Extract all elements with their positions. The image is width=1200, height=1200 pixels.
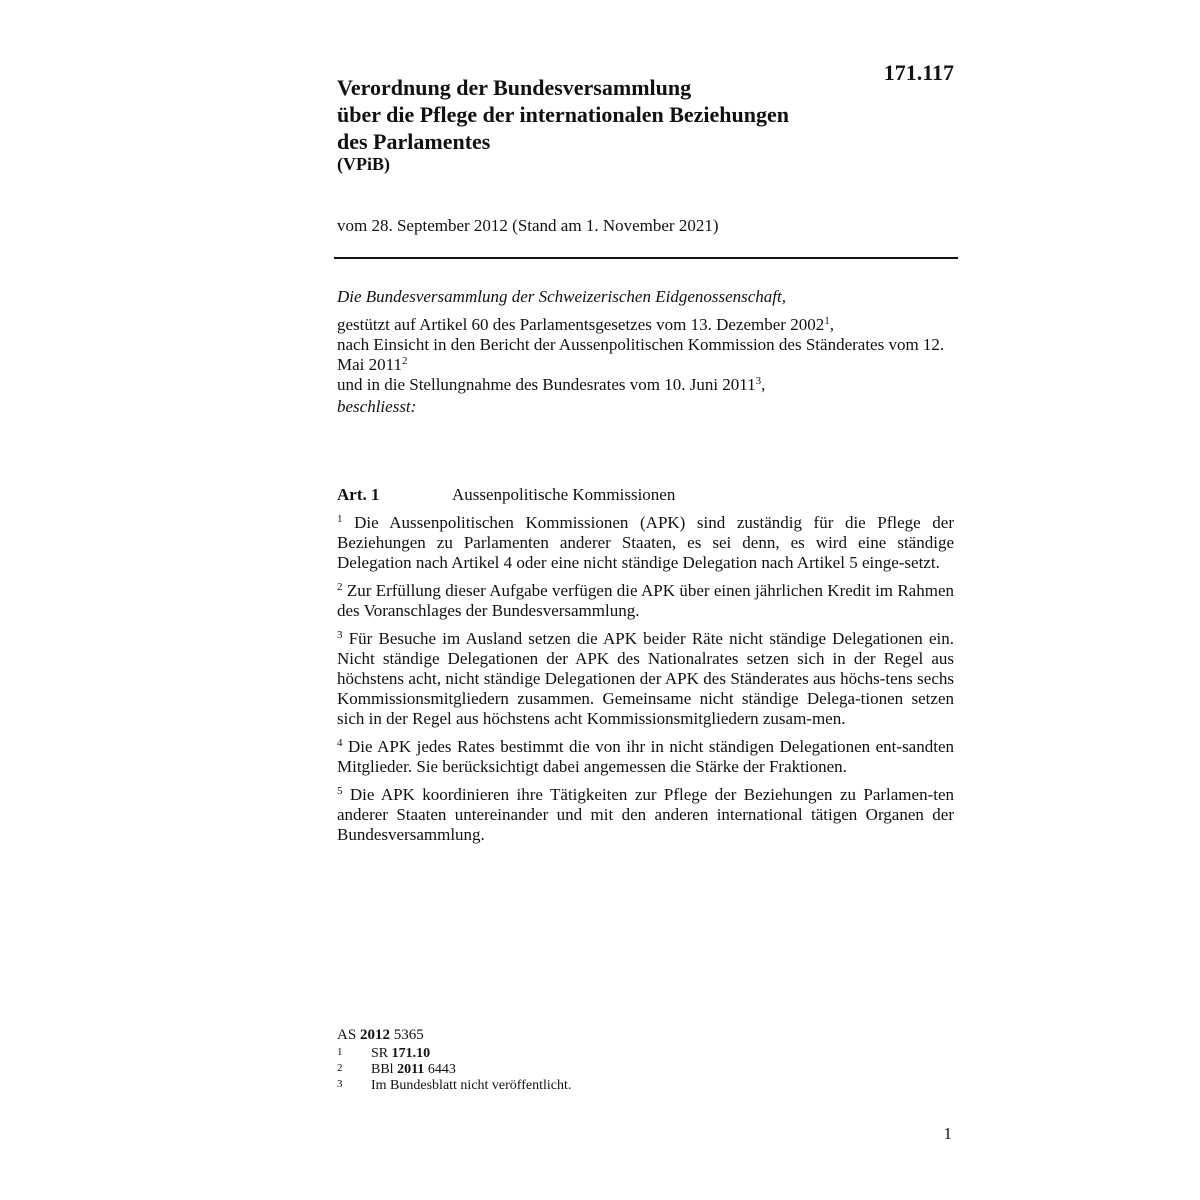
- footnote-text: [371, 1062, 456, 1078]
- paragraph-text: Die APK jedes Rates bestimmt die von ihr in nicht ständigen Delegationen ent-sandten Mitglieder. Sie berücksichtigt dabei angemessen die Stärke der Fraktionen.: [337, 737, 954, 776]
- paragraph-text: Die Aussenpolitischen Kommissionen (APK) sind zuständig für die Pflege der Beziehungen zu Parlamenten anderer Staaten, es sei denn, es wird eine ständige Delegation nach Artikel 4 oder eine nicht ständige Delegation nach Artikel 5 einge-setzt.: [337, 513, 954, 572]
- paragraph-number: 4: [337, 737, 343, 749]
- article-paragraph: [337, 737, 954, 777]
- paragraph-text: Für Besuche im Ausland setzen die APK beider Räte nicht ständige Delegationen ein. Nicht ständige Delegationen der APK des Nationalrates setzen sich in der Regel aus höchstens acht, nicht ständige Delegationen der APK des Ständerates aus höchs-tens sechs Kommissionsmitgliedern zusammen. Gemeinsame nicht ständige Delega-tionen setzen sich in der Regel aus höchstens acht Kommissionsmitgliedern zusam-men.: [337, 629, 955, 728]
- footnote-text: [371, 1046, 430, 1062]
- footnote: [337, 1046, 431, 1062]
- article-header: [337, 485, 954, 507]
- as-page: 5365: [393, 1027, 424, 1043]
- article-1: [337, 485, 954, 853]
- paragraph-text: Die APK koordinieren ihre Tätigkeiten zur Pflege der Beziehungen zu Parlamen-ten anderer Staaten untereinander und mit den anderen international tätigen Organen der Bundesversammlung.: [337, 785, 954, 844]
- title-divider: [334, 257, 958, 259]
- document-date: vom 28. September 2012 (Stand am 1. November 2021): [337, 216, 719, 235]
- footnotes: [337, 1027, 572, 1094]
- document-abbreviation: (VPiB): [337, 154, 390, 174]
- preamble-line-text: gestützt auf Artikel 60 des Parlamentsgesetzes vom 13. Dezember 2002: [337, 315, 825, 334]
- article-paragraph: [337, 629, 954, 729]
- article-heading: Aussenpolitische Kommissionen: [452, 485, 676, 504]
- article-paragraph: [337, 581, 954, 621]
- preamble-line: [337, 315, 957, 335]
- footnote: [337, 1062, 456, 1078]
- paragraph-number: 3: [337, 629, 343, 641]
- as-year: 2012: [359, 1027, 390, 1043]
- footnote-bold: 2011: [397, 1062, 425, 1077]
- footnote-suffix: 6443: [427, 1062, 456, 1077]
- document-title: [337, 74, 877, 155]
- footnote-ref[interactable]: 1: [824, 315, 830, 327]
- as-prefix: AS: [337, 1027, 357, 1043]
- footnote-ref[interactable]: 2: [402, 355, 408, 367]
- preamble-line: [337, 335, 957, 375]
- official-collection-ref: [337, 1027, 424, 1044]
- preamble-intro: Die Bundesversammlung der Schweizerischen Eidgenossenschaft,: [337, 287, 786, 306]
- footnote: [337, 1078, 572, 1094]
- sr-number: 171.117: [883, 60, 954, 85]
- paragraph-number: 2: [337, 581, 343, 593]
- page-number: 1: [943, 1124, 952, 1143]
- footnote-prefix: BBl: [371, 1062, 394, 1077]
- document-page: [337, 0, 957, 1200]
- title-line: über die Pflege der internationalen Beziehungen: [337, 102, 789, 127]
- footnote-number: 2: [337, 1062, 343, 1074]
- preamble-punct: ,: [761, 375, 766, 394]
- title-line: Verordnung der Bundesversammlung: [337, 75, 692, 100]
- preamble-line-text: und in die Stellungnahme des Bundesrates vom 10. Juni 2011: [337, 375, 756, 394]
- footnote-text: [371, 1078, 571, 1094]
- footnote-bold: 171.10: [391, 1046, 431, 1061]
- article-number: Art. 1: [337, 485, 380, 504]
- footnote-prefix: SR: [371, 1046, 389, 1061]
- article-paragraph: [337, 513, 954, 573]
- preamble-line: [337, 375, 957, 395]
- footnote-ref[interactable]: 3: [755, 375, 762, 387]
- footnote-number: 3: [337, 1078, 343, 1090]
- article-paragraph: [337, 785, 954, 845]
- preamble-line-text: nach Einsicht in den Bericht der Aussenpolitischen Kommission des Ständerates vom 12. Mai 2011: [337, 335, 945, 374]
- footnote-number: 1: [337, 1046, 343, 1058]
- preamble-punct: ,: [829, 315, 834, 334]
- paragraph-number: 1: [337, 513, 343, 525]
- footnote-prefix: Im Bundesblatt nicht veröffentlicht.: [371, 1078, 572, 1093]
- paragraph-text: Zur Erfüllung dieser Aufgabe verfügen die APK über einen jährlichen Kredit im Rahmen des Voranschlages der Bundesversammlung.: [337, 581, 955, 620]
- title-line: des Parlamentes: [337, 129, 491, 154]
- preamble: [337, 287, 957, 417]
- paragraph-number: 5: [337, 785, 343, 797]
- preamble-closing: beschliesst:: [337, 397, 417, 416]
